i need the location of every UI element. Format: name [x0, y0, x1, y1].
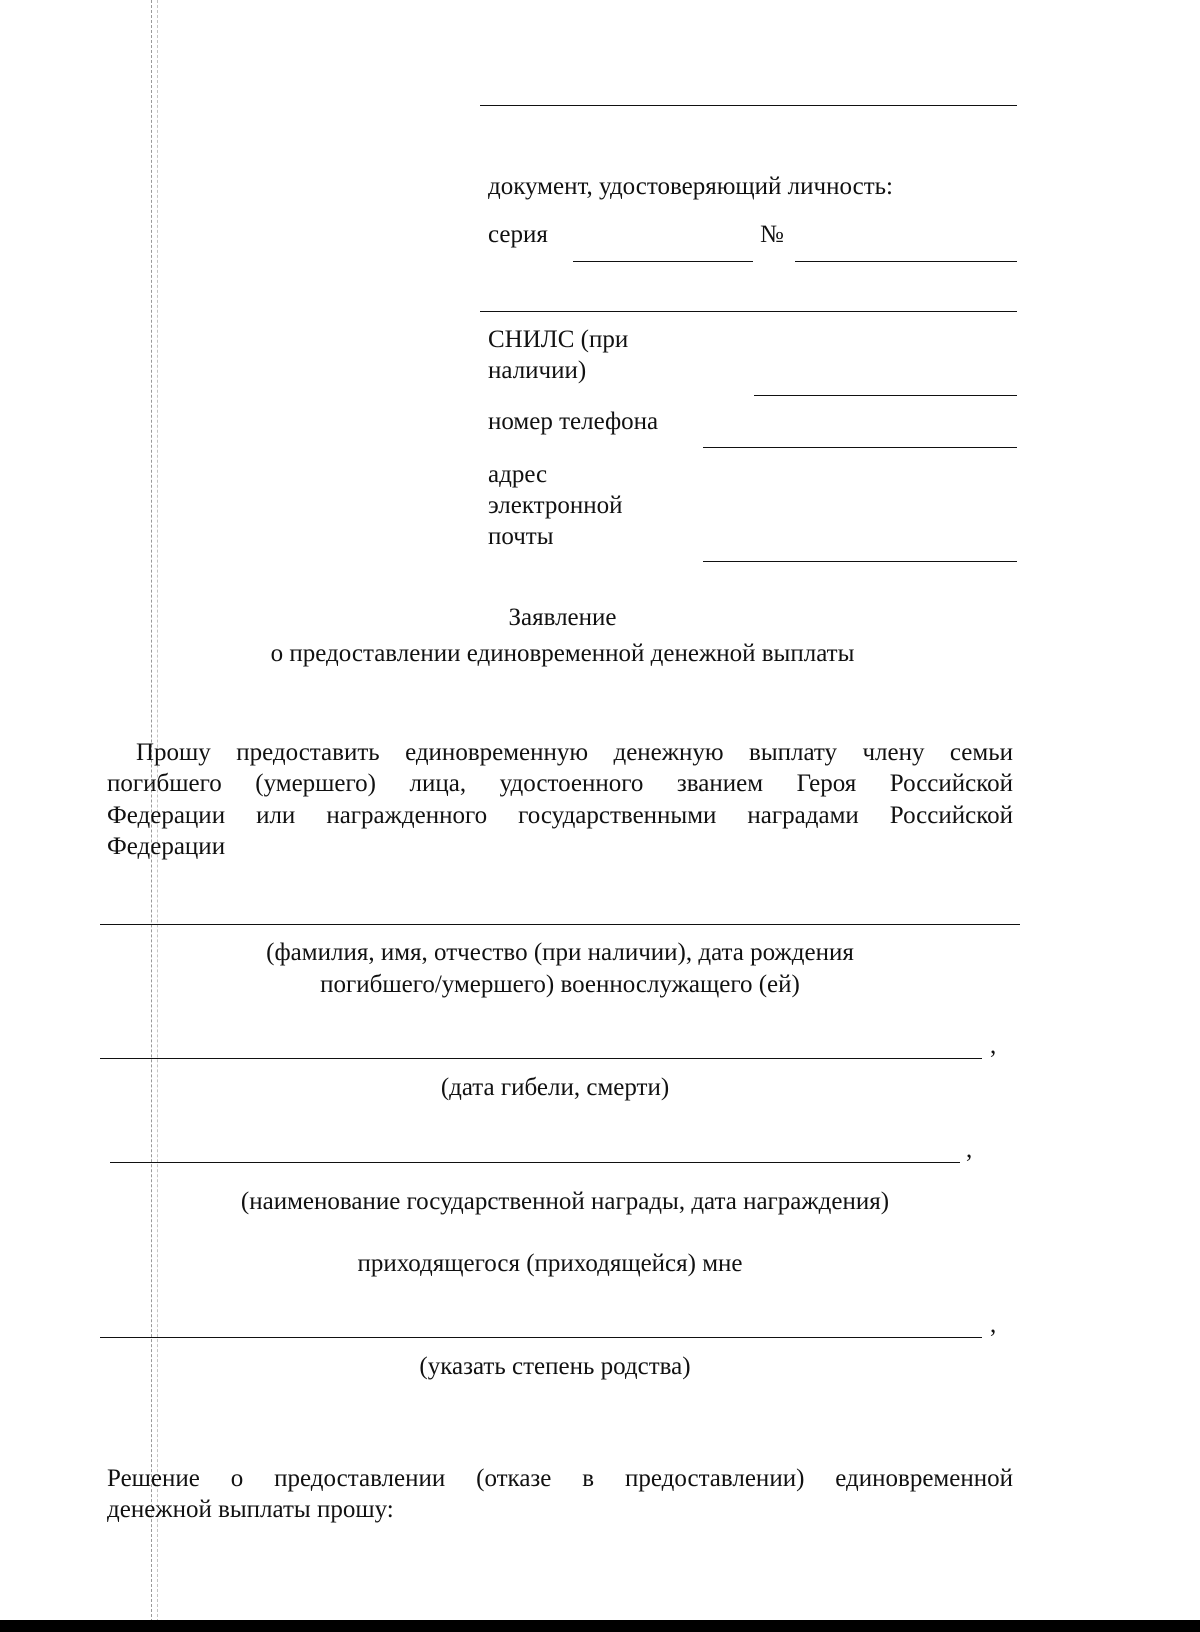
- snils-label-line2: наличии): [488, 357, 587, 384]
- caption-fio-line2: погибшего/умершего) военнослужащего (ей): [320, 971, 800, 998]
- email-label-line3: почты: [488, 523, 554, 550]
- number-label: №: [760, 221, 784, 248]
- award-line: [110, 1162, 960, 1163]
- document-subtitle: о предоставлении единовременной денежной выплаты: [270, 640, 855, 667]
- phone-field-line: [703, 447, 1017, 448]
- snils-field-line: [754, 395, 1017, 396]
- id-document-label: документ, удостоверяющий личность:: [488, 173, 893, 200]
- email-field-line: [703, 561, 1017, 562]
- snils-label-line1: СНИЛС (при: [488, 326, 629, 353]
- relation-line: [100, 1337, 982, 1338]
- series-label: серия: [488, 221, 548, 248]
- issued-by-line: [480, 311, 1017, 312]
- request-paragraph-line1: Прошу предоставить единовременную денежную выплату члену семьи: [136, 739, 1013, 766]
- caption-fio-line1: (фамилия, имя, отчество (при наличии), дата рождения: [266, 939, 854, 966]
- applicant-name-line: [480, 105, 1017, 106]
- award-comma: ,: [966, 1136, 973, 1163]
- email-label-line1: адрес: [488, 461, 548, 488]
- caption-award: (наименование государственной награды, дата награждения): [240, 1188, 890, 1215]
- request-paragraph-line4: Федерации: [107, 833, 226, 860]
- decision-line1: Решение о предоставлении (отказе в предоставлении) единовременной: [107, 1465, 1013, 1492]
- document-title: Заявление: [508, 604, 617, 631]
- series-field-line: [573, 261, 753, 262]
- decision-line2: денежной выплаты прошу:: [107, 1496, 394, 1523]
- number-field-line: [795, 261, 1017, 262]
- caption-relation: (указать степень родства): [419, 1353, 691, 1380]
- deceased-fio-line: [100, 924, 1020, 925]
- email-label-line2: электронной: [488, 492, 623, 519]
- relation-comma: ,: [990, 1311, 997, 1338]
- scan-bottom-edge: [0, 1620, 1200, 1632]
- phone-label: номер телефона: [488, 408, 659, 435]
- due-to-me-text: приходящегося (приходящейся) мне: [357, 1250, 743, 1277]
- request-paragraph-line2: погибшего (умершего) лица, удостоенного званием Героя Российской: [107, 770, 1013, 797]
- caption-death-date: (дата гибели, смерти): [440, 1074, 670, 1101]
- death-date-comma: ,: [990, 1032, 997, 1059]
- death-date-line: [100, 1058, 982, 1059]
- request-paragraph-line3: Федерации или награжденного государственными наградами Российской: [107, 802, 1013, 829]
